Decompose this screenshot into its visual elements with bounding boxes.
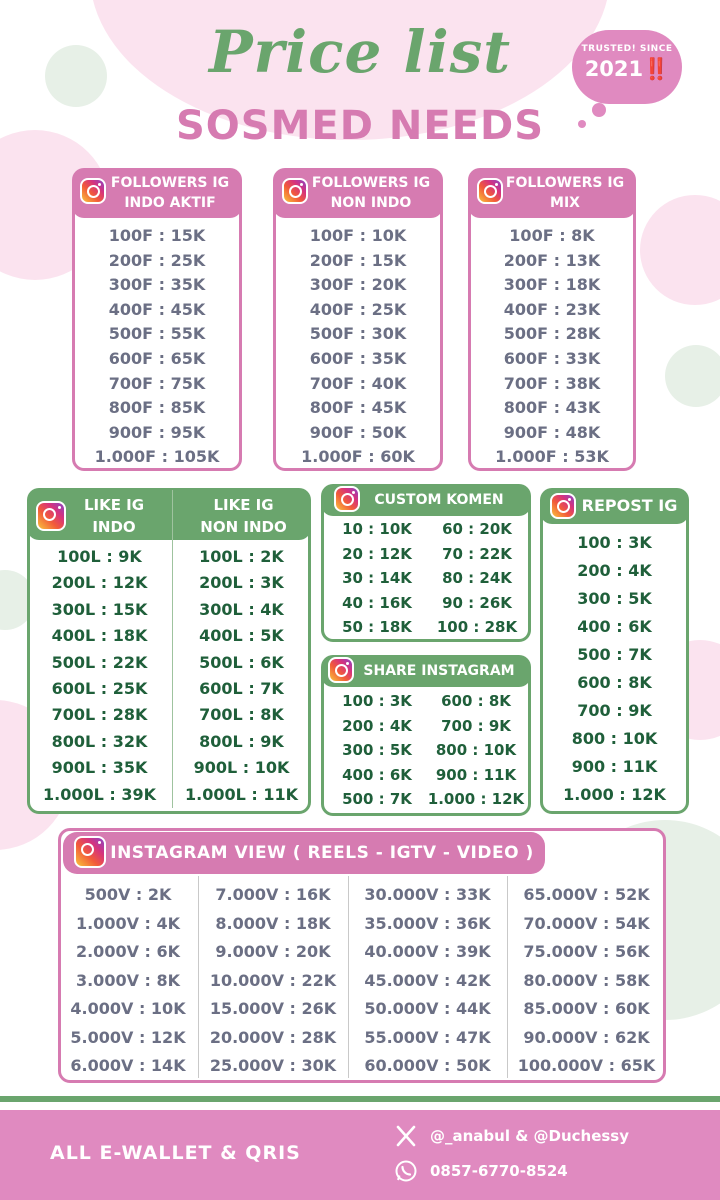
twitter-handles[interactable]: @_anabul & @Duchessy [430,1127,630,1145]
list-item: 10.000V : 22K [209,970,337,990]
list-item: 20 : 12K [342,544,412,563]
list-item: 1.000F : 53K [495,447,609,467]
list-item: 100 : 3K [577,533,652,552]
list-item: 400F : 23K [503,299,601,319]
list-item: 500L : 6K [199,652,284,672]
list-item: 900 : 11K [435,765,517,784]
instagram-view-col1 [58,881,198,1081]
bg-circle-decoration [665,345,720,407]
list-item: 100F : 8K [509,226,595,245]
list-item: 900L : 10K [193,758,290,778]
list-item: 90 : 26K [442,593,512,612]
card-title: INDO AKTIF [124,195,216,211]
list-item: 400F : 45K [108,299,206,319]
list-item: 1.000F : 105K [94,447,220,467]
trusted-badge-label: TRUSTED! SINCE [581,44,673,54]
custom-komen-left-list [325,517,429,640]
custom-komen-right-list [425,517,529,640]
list-item: 800F : 43K [503,398,601,418]
whatsapp-contact[interactable] [394,1159,568,1183]
list-item: 700F : 75K [108,373,206,393]
like-non-indo-list [172,544,311,808]
list-item: 85.000V : 60K [523,999,650,1018]
list-item: 300L : 15K [51,599,148,619]
list-item: 40 : 16K [342,593,412,612]
bg-circle-decoration [640,195,720,305]
list-item: 70 : 22K [442,544,512,563]
list-item: 15.000V : 26K [209,999,337,1018]
list-item: 40.000V : 39K [364,942,491,961]
like-indo-list [27,544,172,808]
list-item: 700L : 28K [51,705,148,725]
followers-mix-list [468,224,636,470]
list-item: 200L : 3K [199,573,284,593]
list-item: 45.000V : 42K [364,970,491,990]
list-item: 900F : 95K [108,422,206,442]
list-item: 200 : 4K [577,561,652,580]
like-non-indo-title [176,494,311,538]
page-subtitle: SOSMED NEEDS [175,103,544,149]
list-item: 700L : 8K [199,705,284,725]
list-item: 200F : 13K [503,250,601,270]
card-title: CUSTOM KOMEN [374,492,504,508]
instagram-view-col3 [348,881,507,1081]
list-item: 100 : 3K [342,692,412,710]
list-item: 500F : 55K [108,324,206,344]
instagram-icon [74,836,106,868]
list-item: 80.000V : 58K [523,970,650,990]
list-item: 300F : 18K [503,275,601,295]
list-item: 600L : 7K [199,679,284,699]
list-item: 1.000 : 12K [563,785,666,804]
list-item: 1.000V : 4K [75,913,181,933]
list-item: 7.000V : 16K [215,885,331,904]
list-item: 300 : 5K [342,741,412,760]
list-item: 400 : 6K [577,617,652,636]
list-item: 4.000V : 10K [70,999,186,1018]
instagram-icon [328,657,354,683]
list-item: 600F : 33K [503,348,601,368]
list-item: 75.000V : 56K [523,942,650,961]
instagram-view-col4 [507,881,666,1081]
list-item: 25.000V : 30K [209,1056,337,1075]
x-icon [394,1124,418,1148]
followers-non-indo-list [273,224,443,470]
list-item: 100L : 2K [199,547,284,566]
card-title: FOLLOWERS IG [505,175,625,191]
list-item: 30.000V : 33K [364,885,491,904]
twitter-contact[interactable] [394,1124,629,1148]
repost-ig-list [540,529,689,809]
list-item: 8.000V : 18K [215,913,331,933]
page-title: Price list [208,18,512,86]
footer [0,1110,720,1200]
instagram-icon [282,178,308,204]
instagram-icon [550,493,576,519]
list-item: 800F : 85K [108,398,206,418]
list-item: 800F : 45K [309,398,407,418]
list-item: 30 : 14K [342,569,412,588]
list-item: 1.000L : 11K [184,784,298,804]
list-item: 900 : 11K [571,757,658,776]
trusted-badge [572,30,682,104]
list-item: 2.000V : 6K [75,942,181,961]
list-item: 5.000V : 12K [70,1027,186,1047]
share-instagram-right-list [422,689,530,812]
list-item: 50.000V : 44K [364,999,491,1018]
card-title: INSTAGRAM VIEW ( REELS - IGTV - VIDEO ) [110,843,534,863]
list-item: 800L : 9K [199,731,284,751]
card-title: FOLLOWERS IG [110,175,230,191]
list-item: 300 : 5K [577,589,652,608]
trusted-badge-year: 2021‼️ [584,57,670,81]
card-title: LIKE IG [83,496,145,514]
list-item: 500F : 28K [503,324,601,344]
list-item: 200F : 25K [108,250,206,270]
list-item: 600L : 25K [51,679,148,699]
list-item: 600F : 35K [309,348,407,368]
instagram-icon [477,178,503,204]
list-item: 400 : 6K [342,765,412,784]
whatsapp-icon [394,1159,418,1183]
list-item: 600 : 8K [441,692,511,710]
list-item: 60.000V : 50K [364,1056,491,1075]
card-title: NON INDO [200,518,287,536]
instagram-view-header [63,832,545,874]
footer-divider [0,1096,720,1102]
list-item: 300F : 35K [108,275,206,295]
list-item: 9.000V : 20K [215,942,331,961]
list-item: 800 : 10K [571,729,658,748]
card-title: MIX [550,195,580,211]
list-item: 1.000L : 39K [42,784,156,804]
like-indo-title [58,494,170,538]
payment-methods: ALL E-WALLET & QRIS [50,1142,301,1164]
list-item: 1.000 : 12K [427,790,525,809]
list-item: 70.000V : 54K [523,913,650,933]
instagram-icon [36,501,66,531]
list-item: 20.000V : 28K [209,1027,337,1047]
list-item: 6.000V : 14K [70,1056,186,1075]
card-title: SHARE INSTAGRAM [363,663,515,679]
list-item: 500 : 7K [342,790,412,809]
list-item: 60 : 20K [442,520,512,538]
list-item: 200F : 15K [309,250,407,270]
list-item: 55.000V : 47K [364,1027,491,1047]
share-instagram-left-list [325,689,429,812]
list-item: 500L : 22K [51,652,148,672]
list-item: 500F : 30K [309,324,407,344]
list-item: 80 : 24K [442,569,512,588]
list-item: 400L : 5K [199,626,284,646]
list-item: 10 : 10K [342,520,412,538]
list-item: 700 : 9K [441,716,511,735]
list-item: 900F : 48K [503,422,601,442]
list-item: 200L : 12K [51,573,148,593]
card-title: INDO [92,518,136,536]
card-title: FOLLOWERS IG [311,175,431,191]
list-item: 600F : 65K [108,348,206,368]
list-item: 700F : 40K [309,373,407,393]
list-item: 100L : 9K [57,547,142,566]
bubble-dot [592,103,606,117]
list-item: 300L : 4K [199,599,284,619]
list-item: 100F : 10K [309,226,407,245]
list-item: 900L : 35K [51,758,148,778]
list-item: 100.000V : 65K [517,1056,656,1075]
whatsapp-number[interactable]: 0857-6770-8524 [430,1162,568,1180]
instagram-view-col2 [198,881,348,1081]
list-item: 700F : 38K [503,373,601,393]
list-item: 200 : 4K [342,716,412,735]
card-title: REPOST IG [581,496,678,515]
list-item: 90.000V : 62K [523,1027,650,1047]
list-item: 500 : 7K [577,645,652,664]
list-item: 100F : 15K [108,226,206,245]
list-item: 1.000F : 60K [301,447,415,467]
list-item: 800L : 32K [51,731,148,751]
list-item: 35.000V : 36K [364,913,491,933]
list-item: 700 : 9K [577,701,652,720]
list-item: 100 : 28K [436,618,518,637]
card-title: LIKE IG [213,496,274,514]
list-item: 500V : 2K [84,885,172,904]
list-item: 3.000V : 8K [75,970,181,990]
list-item: 65.000V : 52K [523,885,650,904]
list-item: 50 : 18K [342,618,412,637]
list-item: 800 : 10K [435,741,517,760]
list-item: 600 : 8K [577,673,652,692]
bubble-dot [578,120,586,128]
list-item: 400L : 18K [51,626,148,646]
card-title: NON INDO [330,195,412,211]
list-item: 900F : 50K [309,422,407,442]
list-item: 400F : 25K [309,299,407,319]
followers-indo-aktif-list [72,224,242,470]
list-item: 300F : 20K [309,275,407,295]
instagram-icon [334,486,360,512]
instagram-icon [80,178,106,204]
